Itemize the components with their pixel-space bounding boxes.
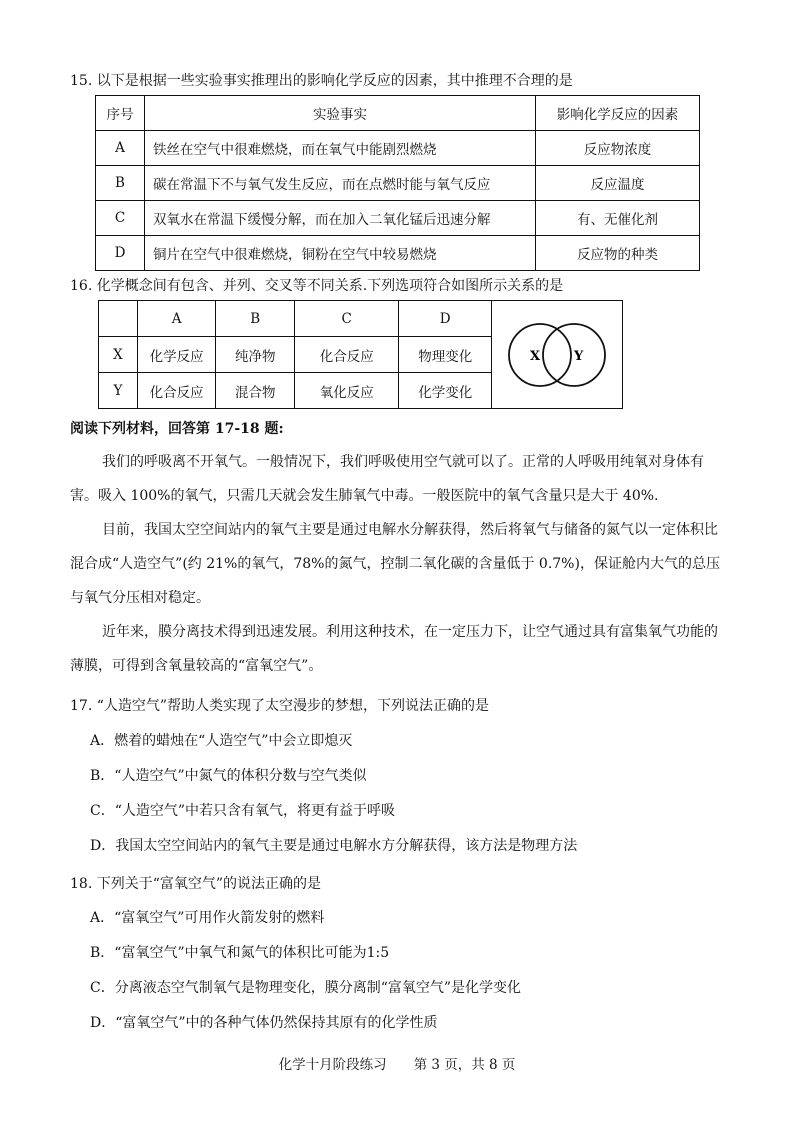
q15-header-fact: 实验事实 [145, 96, 536, 131]
q16-stem: 16. 化学概念间有包含、并列、交叉等不同关系.下列选项符合如图所示关系的是 [70, 278, 564, 294]
reading-paragraph-2: 目前，我国太空空间站内的氧气主要是通过电解水分解获得，然后将氧气与储备的氮气以一定体积比混合成“人造空气”(约 21%的氧气，78%的氮气，控制二氧化碳的含量低于 0.7%)，保证舱内大气的总压与氧气分压相对稳定。 [70, 522, 720, 606]
q16-cell: 化合反应 [137, 373, 216, 409]
q16-cell: 纯净物 [216, 337, 295, 373]
q16-table [98, 300, 623, 409]
q15-row-id: D [96, 236, 145, 271]
q15-header-factor: 影响化学反应的因素 [536, 96, 700, 131]
q17-option-a: A．燃着的蜡烛在“人造空气”中会立即熄灭 [90, 733, 353, 749]
page-footer: 化学十月阶段练习 第 3 页，共 8 页 [278, 1057, 516, 1073]
q16-cell: 混合物 [216, 373, 295, 409]
q15-row-fact: 双氧水在常温下缓慢分解，而在加入二氧化锰后迅速分解 [145, 201, 536, 236]
venn-label-y: Y [574, 348, 584, 364]
q16-row-label-y: Y [99, 373, 138, 409]
venn-diagram-cell [492, 301, 623, 409]
q15-row-factor: 反应物浓度 [536, 131, 700, 166]
q16-cell: 物理变化 [399, 337, 492, 373]
q15-table [95, 95, 700, 271]
q18-option-c: C．分离液态空气制氧气是物理变化，膜分离制“富氧空气”是化学变化 [90, 980, 522, 996]
q18-option-b: B．“富氧空气”中氧气和氮气的体积比可能为1:5 [90, 945, 390, 961]
q16-cell: 化合反应 [295, 337, 399, 373]
q16-col-d: D [399, 301, 492, 337]
table-row [96, 166, 700, 201]
reading-heading: 阅读下列材料，回答第 17-18 题: [70, 421, 284, 437]
q15-row-factor: 有、无催化剂 [536, 201, 700, 236]
q16-col-a: A [137, 301, 216, 337]
table-row [96, 236, 700, 271]
q16-row-label-x: X [99, 337, 138, 373]
q15-header-id: 序号 [96, 96, 145, 131]
reading-paragraph-1: 我们的呼吸离不开氧气。一般情况下，我们呼吸使用空气就可以了。正常的人呼吸用纯氧对身体有害。吸入 100%的氧气，只需几天就会发生肺氧气中毒。一般医院中的氧气含量只是大于 40%. [70, 454, 704, 504]
q16-cell: 化学变化 [399, 373, 492, 409]
q15-row-fact: 碳在常温下不与氧气发生反应，而在点燃时能与氧气反应 [145, 166, 536, 201]
q18-option-d: D．“富氧空气”中的各种气体仍然保持其原有的化学性质 [90, 1015, 438, 1031]
q15-stem: 15. 以下是根据一些实验事实推理出的影响化学反应的因素，其中推理不合理的是 [70, 73, 573, 89]
q17-stem: 17. “人造空气”帮助人类实现了太空漫步的梦想，下列说法正确的是 [70, 698, 490, 714]
q15-row-id: C [96, 201, 145, 236]
venn-diagram [492, 303, 622, 403]
q17-option-b: B．“人造空气”中氮气的体积分数与空气类似 [90, 768, 367, 784]
q16-cell: 化学反应 [137, 337, 216, 373]
table-row [96, 201, 700, 236]
q15-row-factor: 反应物的种类 [536, 236, 700, 271]
q15-row-fact: 铁丝在空气中很难燃烧，而在氧气中能剧烈燃烧 [145, 131, 536, 166]
q16-col-b: B [216, 301, 295, 337]
q16-cell: 氧化反应 [295, 373, 399, 409]
q16-corner-cell [99, 301, 138, 337]
q15-row-id: B [96, 166, 145, 201]
q17-option-d: D．我国太空空间站内的氧气主要是通过电解水方分解获得，该方法是物理方法 [90, 838, 578, 854]
table-row [96, 131, 700, 166]
q18-option-a: A．“富氧空气”可用作火箭发射的燃料 [90, 910, 325, 926]
q15-row-fact: 铜片在空气中很难燃烧，铜粉在空气中较易燃烧 [145, 236, 536, 271]
q15-row-factor: 反应温度 [536, 166, 700, 201]
venn-label-x: X [530, 348, 541, 364]
q15-row-id: A [96, 131, 145, 166]
q17-option-c: C．“人造空气”中若只含有氧气，将更有益于呼吸 [90, 803, 396, 819]
q16-col-c: C [295, 301, 399, 337]
reading-paragraph-3: 近年来，膜分离技术得到迅速发展。利用这种技术，在一定压力下，让空气通过具有富集氧气功能的薄膜，可得到含氧量较高的“富氧空气”。 [70, 624, 718, 674]
q18-stem: 18. 下列关于“富氧空气”的说法正确的是 [70, 876, 322, 892]
